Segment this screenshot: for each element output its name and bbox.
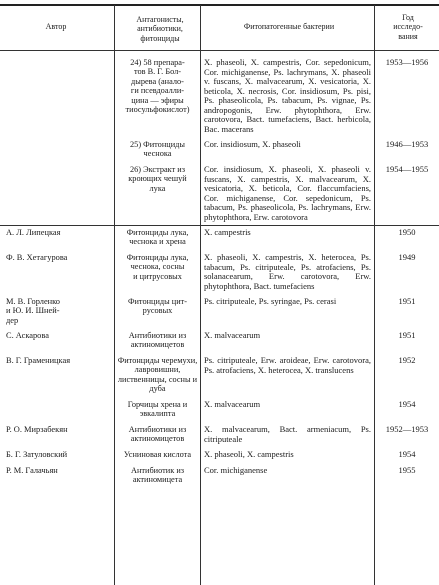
year-cell: 1955	[398, 466, 416, 475]
year-cell: 1951	[398, 331, 416, 340]
antagonist-cell: 26) Экстракт из кроющих чешуй лука	[128, 165, 187, 193]
bacteria-cell: X. campestris	[204, 228, 251, 237]
bacteria-cell: X. phaseoli, X. campestris, Cor. sepedonicum, Cor. michiganense, Ps. lachrymans, X. phaseoli v. fuscans, X. malvacearum, X. vesicatoria, X. beticola, X. necrosis, Cor. insidiosum, Ps. pisi, Ps. phaseolicola, Ps. tabacum, Ps. vignae, Ps. andropogonis, Erw. phytophthora, Erw. carotovora, Bact. tumefaciens, Bact. herbicola, Bac. macerans	[204, 58, 371, 134]
antagonist-cell: 25) Фитонциды чеснока	[130, 140, 185, 159]
antagonist-cell: Фитонциды лука, чеснока и хрена	[126, 228, 189, 247]
year-cell: 1949	[398, 253, 416, 262]
column-rule-2	[200, 5, 201, 585]
antagonist-cell: Фитонциды черемуxи, лавровишни, лиственницы, сосны и дуба	[117, 356, 198, 394]
antagonist-cell: Фитонциды цит- русовых	[127, 297, 188, 316]
column-rule-3	[374, 5, 375, 585]
year-cell: 1954	[398, 450, 416, 459]
antagonist-cell: Фитонциды лука, чеснока, сосны и цитрусовых	[126, 253, 189, 281]
antagonist-cell: Антибиотики из актиномицетов	[128, 331, 187, 350]
author-cell: Р. М. Галачьян	[6, 466, 58, 475]
author-cell: Б. Г. Затуловский	[6, 450, 68, 459]
bacteria-cell: Cor. insidiosum, X. phaseoli	[204, 140, 301, 149]
header-year: Год исследо- вания	[393, 13, 423, 41]
author-cell: С. Аскарова	[6, 331, 49, 340]
author-cell: Ф. В. Хетагурова	[6, 253, 68, 262]
year-cell: 1950	[398, 228, 416, 237]
bacteria-cell: X. phaseoli, X. campestris	[204, 450, 294, 459]
header-bacteria: Фитопатогенные бактерии	[243, 22, 335, 31]
year-cell: 1954—1955	[385, 165, 429, 174]
bacteria-cell: X. phaseoli, X. campestris, X. heterocea, Ps. tabacum, Ps. citriputeale, Ps. atrofaciens, Ps. solanacearum, Erw. carotovora, Erw. phytophthora, Bact. tumefaciens	[204, 253, 371, 291]
header-author: Автор	[45, 22, 67, 31]
year-cell: 1952—1953	[385, 425, 429, 434]
author-cell: А. Л. Липецкая	[6, 228, 61, 237]
year-cell: 1953—1956	[385, 58, 429, 67]
antagonist-cell: Горчицы хрена и эвкалипта	[127, 400, 188, 419]
antagonist-cell: 24) 58 препара- тов В. Г. Бол- дырева (анало- ги псевдоалли- цина — эфиры тиосульфокислот)	[125, 58, 190, 115]
row-separator	[0, 225, 439, 226]
bacteria-cell: Ps. citriputeale, Erw. aroideae, Erw. carotovora, Ps. atrofaciens, X. heterocea, X. translucens	[204, 356, 371, 375]
antagonist-cell: Антибиотик из актиномицета	[130, 466, 185, 485]
year-cell: 1946—1953	[385, 140, 429, 149]
antagonist-cell: Усниновая кислота	[123, 450, 192, 459]
year-cell: 1951	[398, 297, 416, 306]
author-cell: В. Г. Граменицкая	[6, 356, 71, 365]
bacteria-cell: Cor. michiganense	[204, 466, 268, 475]
author-cell: М. В. Горленко и Ю. И. Шней- дер	[6, 297, 60, 325]
bacteria-cell: Cor. insidiosum, X. phaseoli, X. phaseoli v. fuscans, X. campestris, X. malvacearum, X. vesicatoria, X. beticola, Cor. flaccumfaciens, Cor. michiganense, Cor. sepedonicum, Ps. tabacum, Ps. phaseolicola, Ps. lachrymans, Erw. phytophthora, Erw. carotovora	[204, 165, 371, 222]
bacteria-cell: X. malvacearum	[204, 331, 261, 340]
author-cell: Р. О. Мирзабекян	[6, 425, 68, 434]
header-antagonist: Антагонисты, антибиотики, фитонциды	[136, 15, 184, 43]
bacteria-cell: X. malvacearum, Bact. armeniacum, Ps. citriputeale	[204, 425, 371, 444]
year-cell: 1954	[398, 400, 416, 409]
bacteria-cell: X. malvacearum	[204, 400, 261, 409]
bacteria-cell: Ps. citriputeale, Ps. syringae, Ps. cerasi	[204, 297, 337, 306]
year-cell: 1952	[398, 356, 416, 365]
antagonist-cell: Антибиотики из актиномицетов	[128, 425, 187, 444]
